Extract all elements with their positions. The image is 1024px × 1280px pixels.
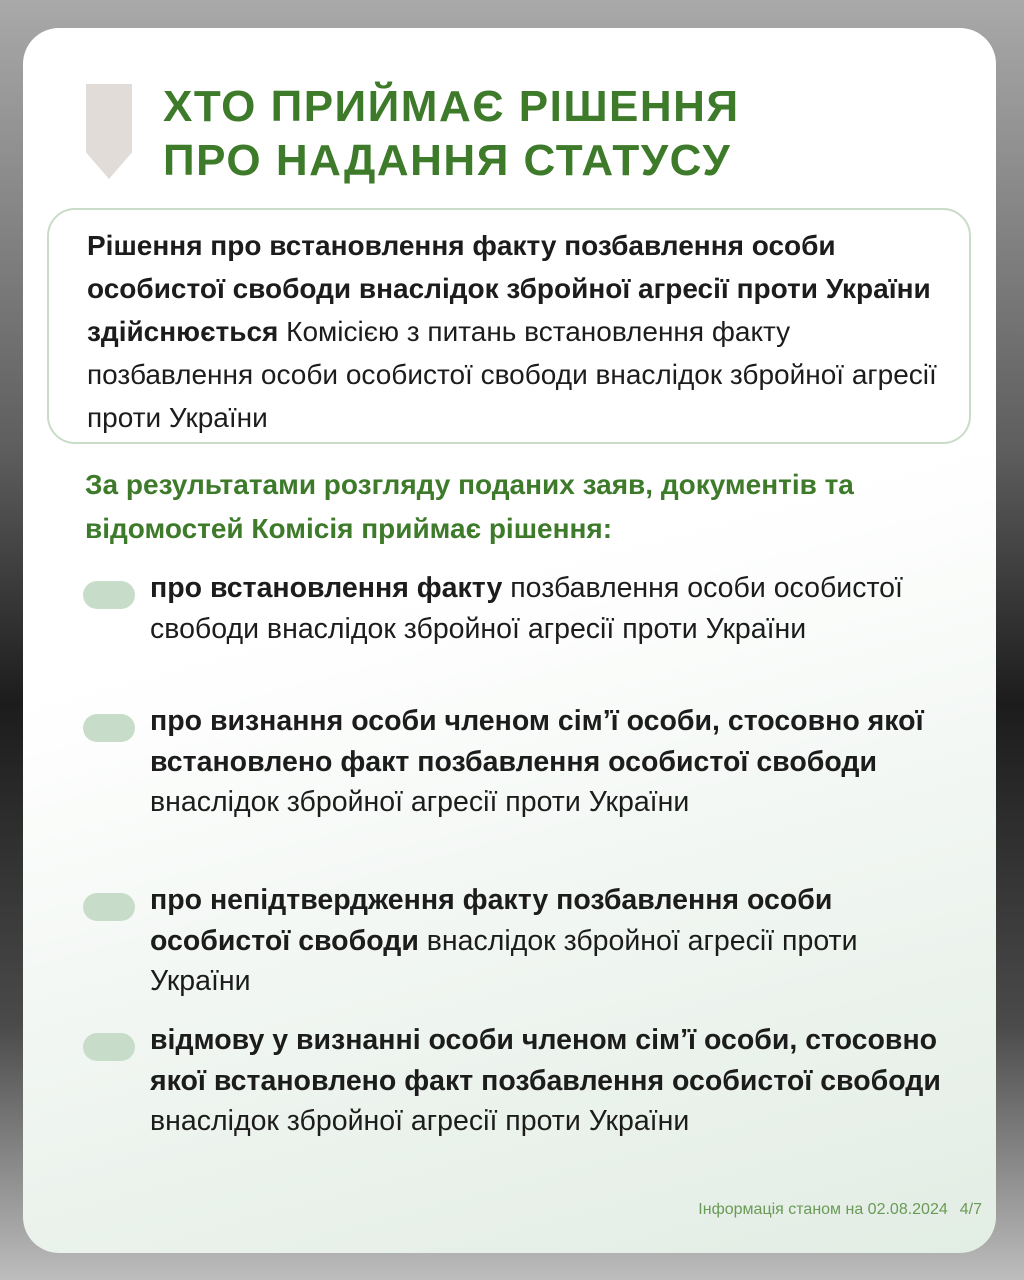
list-item-text <box>150 568 960 649</box>
bullet-pill-icon <box>83 714 135 742</box>
list-item-bold: про встановлення факту <box>150 572 503 604</box>
intro-regular-text: Комісією з питань встановлення факту позбавлення особи особистої свободи внаслідок збройної агресії проти України <box>87 316 937 433</box>
intro-bold-text: Рішення про встановлення факту позбавлення особи особистої свободи внаслідок збройної агресії проти України здійснюється <box>87 230 931 347</box>
list-item-text <box>150 701 960 823</box>
footer-info: Інформація станом на 02.08.2024 <box>698 1201 948 1218</box>
list-item-regular: позбавлення особи особистої свободи внаслідок збройної агресії проти України <box>150 572 903 645</box>
list-item-bold: відмову у визнанні особи членом сім’ї особи, стосовно якої встановлено факт позбавлення особистої свободи <box>150 1024 941 1097</box>
list-item-text <box>150 1020 960 1142</box>
list-item-regular: внаслідок збройної агресії проти України <box>150 924 858 997</box>
list-item-bold: про непідтвердження факту позбавлення особи особистої свободи <box>150 884 833 957</box>
bookmark-icon <box>86 84 132 179</box>
bullet-pill-icon <box>83 1033 135 1061</box>
intro-box <box>47 208 971 444</box>
footer <box>698 1201 982 1219</box>
bullet-pill-icon <box>83 893 135 921</box>
list-item-regular: внаслідок збройної агресії проти України <box>150 1105 690 1137</box>
decisions-lead: За результатами розгляду поданих заяв, документів та відомостей Комісія приймає рішення: <box>85 469 854 544</box>
list-item-regular: внаслідок збройної агресії проти України <box>150 786 690 818</box>
page-title <box>163 80 740 188</box>
title-line-2: ПРО НАДАННЯ СТАТУСУ <box>163 136 732 185</box>
info-card <box>23 28 996 1253</box>
list-item-text <box>150 880 960 1002</box>
page-number: 4/7 <box>959 1201 982 1218</box>
list-item-bold: про визнання особи членом сім’ї особи, стосовно якої встановлено факт позбавлення особистої свободи <box>150 705 924 778</box>
title-line-1: ХТО ПРИЙМАЄ РІШЕННЯ <box>163 82 740 131</box>
bullet-pill-icon <box>83 581 135 609</box>
